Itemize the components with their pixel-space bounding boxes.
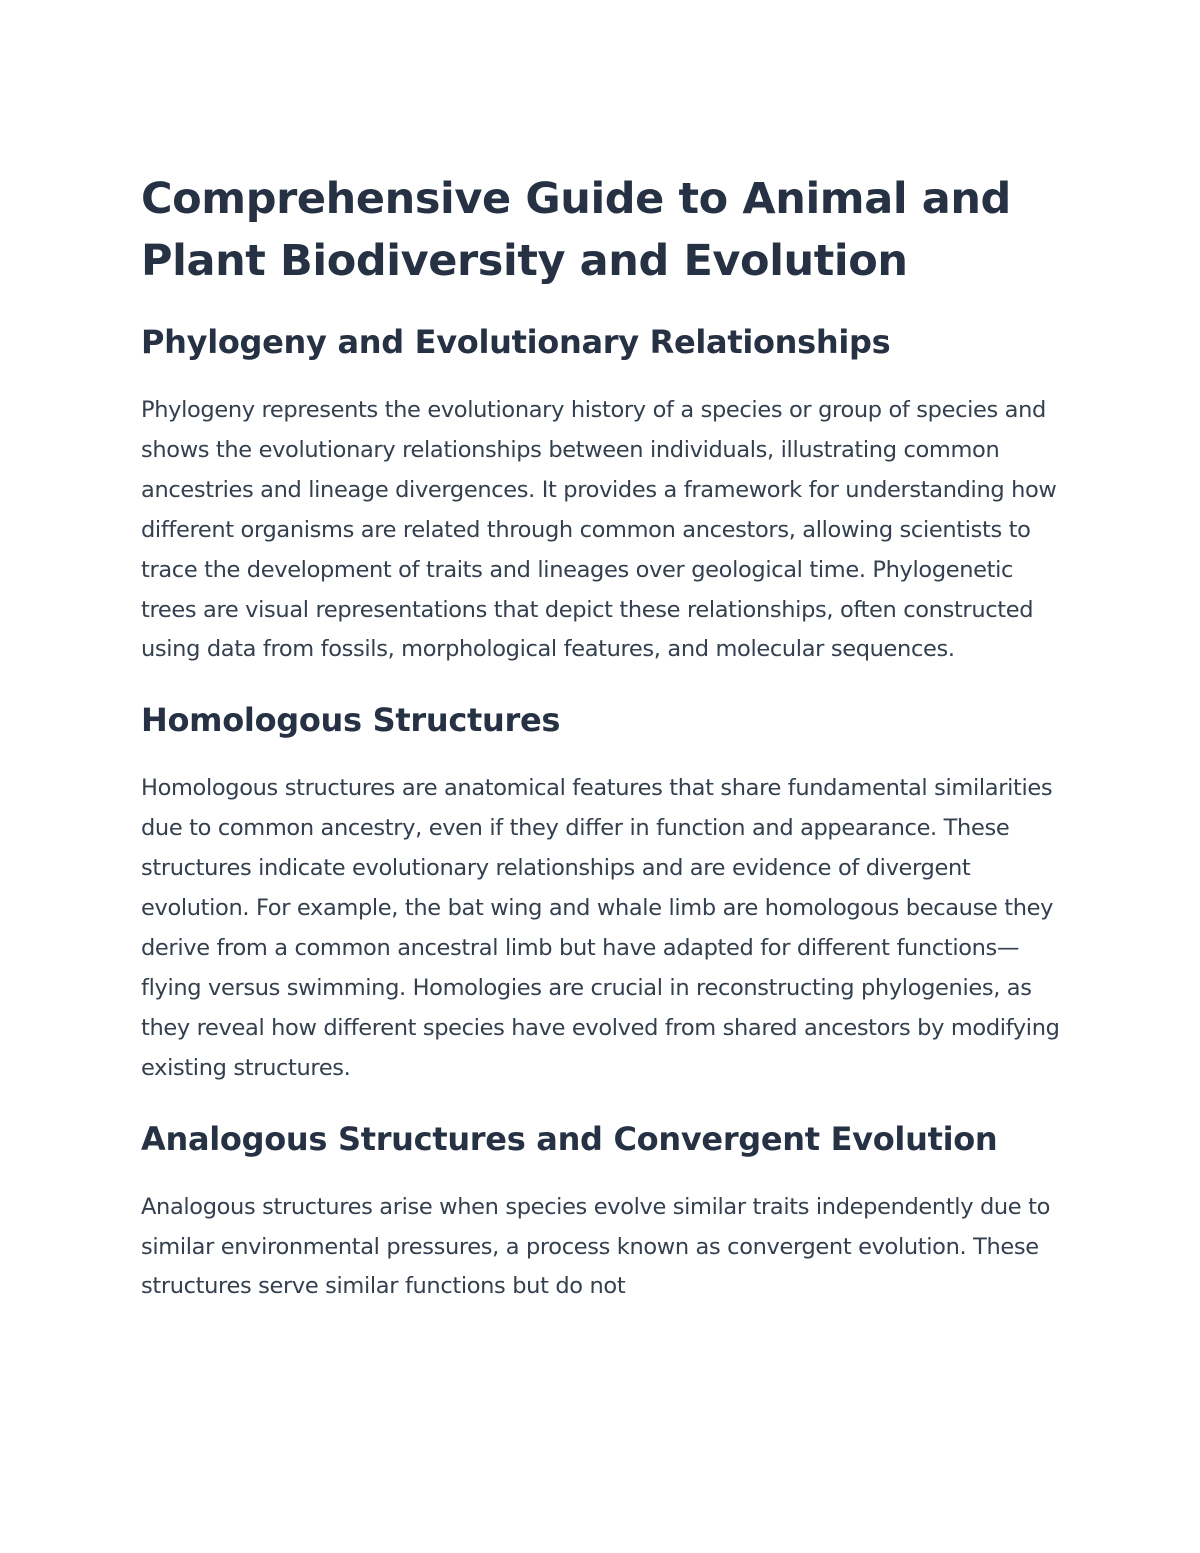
section-body-phylogeny: Phylogeny represents the evolutionary history of a species or group of species and shows the evolutionary relationships between individuals, illustrating common ancestries and lineage divergences. It provides a framework for understanding how different organisms are related through common ancestors, allowing scientists to trace the development of traits and lineages over geological time. Phylogenetic trees are visual representations that depict these relationships, often constructed using data from fossils, morphological features, and molecular sequences.: [141, 397, 1057, 663]
section-body-analogous: Analogous structures arise when species evolve similar traits independently due to similar environmental pressures, a process known as convergent evolution. These structures serve similar functions but do not: [141, 1193, 1050, 1300]
document-title: Comprehensive Guide to Animal and Plant Biodiversity and Evolution: [141, 174, 1011, 286]
section-heading-phylogeny: Phylogeny and Evolutionary Relationships: [141, 323, 891, 361]
section-body-homologous: Homologous structures are anatomical features that share fundamental similarities due to common ancestry, even if they differ in function and appearance. These structures indicate evolutionary relationships and are evidence of divergent evolution. For example, the bat wing and whale limb are homologous because they derive from a common ancestral limb but have adapted for different functions—flying versus swimming. Homologies are crucial in reconstructing phylogenies, as they reveal how different species have evolved from shared ancestors by modifying existing structures.: [141, 775, 1060, 1081]
section-heading-analogous: Analogous Structures and Convergent Evolution: [141, 1119, 998, 1158]
section-heading-homologous: Homologous Structures: [141, 701, 561, 740]
document-page: [141, 168, 1061, 1307]
